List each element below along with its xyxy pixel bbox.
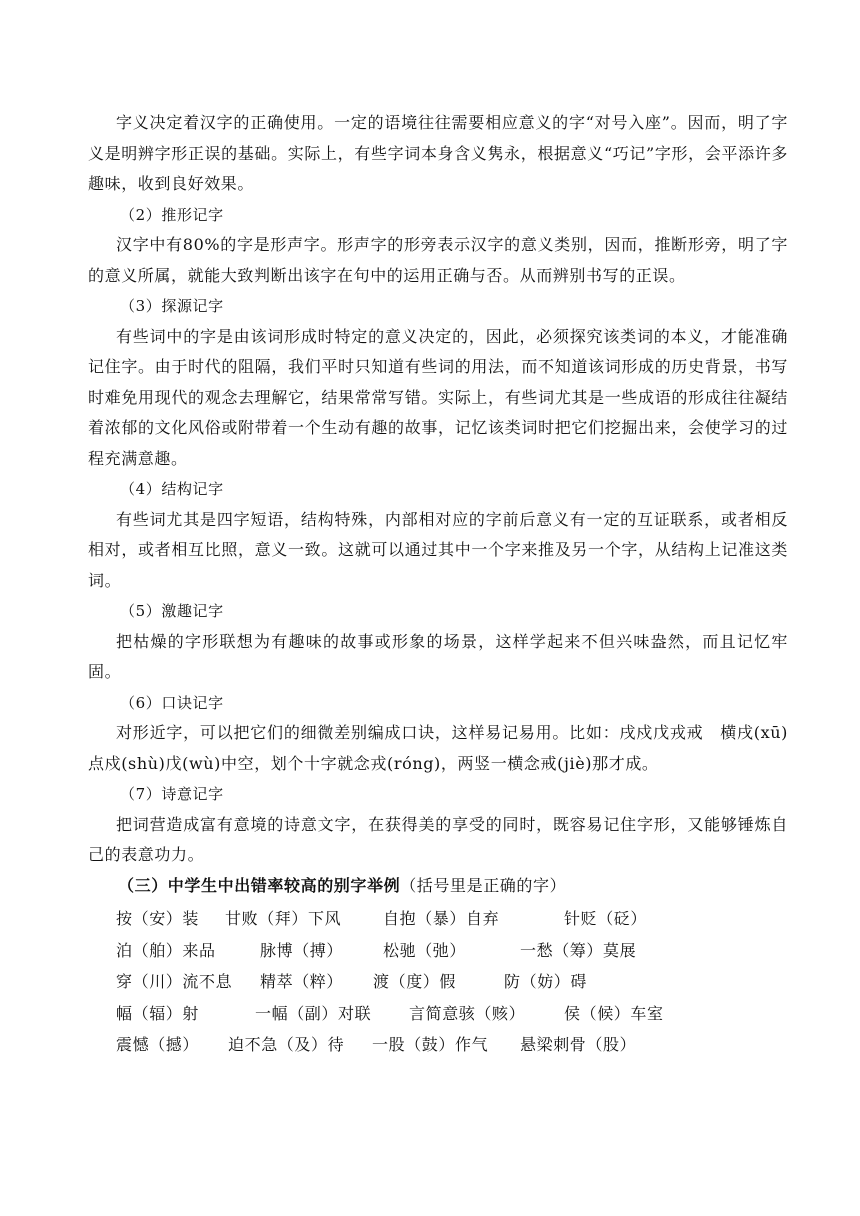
- paragraph-meaning-memory: 字义决定着汉字的正确使用。一定的语境往往需要相应意义的字“对号入座”。因而，明了字义是明辨字形正误的基础。实际上，有些字词本身含义隽永，根据意义“巧记”字形，会平添许多趣味，收到良好效果。: [88, 113, 788, 193]
- word-item: 自抱（暴）自弃: [383, 909, 500, 928]
- paragraph-interest-memory: 把枯燥的字形联想为有趣味的故事或形象的场景，这样学起来不但兴味盎然，而且记忆牢固。: [88, 631, 788, 681]
- word-item: 一幅（副）对联: [255, 1003, 372, 1023]
- paragraph-rhyme-memory: 对形近字，可以把它们的细微差别编成口诀，这样易记易用。比如：戌戍戊戎戒 横戌(xū)点戍(shù)戊(wù)中空，划个十字就念戎(róng)，两竖一横念戒(jiè)那才成。: [88, 723, 788, 773]
- heading-shape-inference: （2）推形记字: [120, 205, 224, 224]
- word-item: 悬梁刺骨（股）: [520, 1035, 637, 1054]
- word-row: [88, 903, 788, 935]
- paragraph-structure-memory: 有些词尤其是四字短语，结构特殊，内部相对应的字前后意义有一定的互证联系，或者相反相对，或者相互比照，意义一致。这就可以通过其中一个字来推及另一个字，从结构上记准这类词。: [88, 509, 788, 590]
- word-list: [88, 903, 788, 1061]
- heading-structure-memory: （4）结构记字: [120, 480, 224, 498]
- word-item: 泊（舶）来品: [116, 940, 216, 960]
- word-item: 震憾（撼）: [116, 1035, 200, 1054]
- word-item: 一愁（筹）莫展: [520, 940, 637, 960]
- word-item: 脉博（搏）: [260, 940, 344, 960]
- section-title: （三）中学生中出错率较高的别字举例: [118, 875, 401, 895]
- word-item: 松驰（弛）: [383, 940, 467, 960]
- heading-poetic-memory: （7）诗意记字: [120, 785, 224, 803]
- section-heading: [88, 871, 788, 902]
- word-row: [88, 935, 788, 967]
- word-item: 精萃（粹）: [260, 972, 344, 991]
- document-page: [88, 108, 788, 1061]
- word-item: 言简意骇（赅）: [409, 1003, 526, 1023]
- word-item: 一股（鼓）作气: [372, 1035, 489, 1054]
- word-item: 针贬（砭）: [564, 909, 648, 928]
- word-item: 甘败（拜）下风: [225, 909, 342, 928]
- word-item: 渡（度）假: [373, 972, 457, 991]
- word-row: [88, 966, 788, 998]
- paragraph-origin-memory: 有些词中的字是由该词形成时特定的意义决定的，因此，必须探究该类词的本义，才能准确记住字。由于时代的阻隔，我们平时只知道有些词的用法，而不知道该词形成的历史背景，书写时难免用现代的观念去理解它，结果常常写错。实际上，有些词尤其是一些成语的形成往往凝结着浓郁的文化风俗或附带着一个生动有趣的故事，记忆该类词时把它们挖掘出来，会使学习的过程充满意趣。: [88, 326, 788, 468]
- section-note: （括号里是正确的字）: [400, 875, 567, 895]
- word-item: 侯（候）车室: [564, 1003, 664, 1023]
- word-row: [88, 998, 788, 1030]
- word-item: 防（妨）碍: [504, 972, 588, 991]
- heading-interest-memory: （5）激趣记字: [120, 602, 224, 620]
- heading-rhyme-memory: （6）口诀记字: [120, 693, 224, 712]
- word-row: [88, 1029, 788, 1061]
- word-item: 迫不急（及）待: [228, 1035, 345, 1054]
- paragraph-poetic-memory: 把词营造成富有意境的诗意文字，在获得美的享受的同时，既容易记住字形，又能够锤炼自己的表意功力。: [88, 814, 788, 864]
- heading-origin-memory: （3）探源记字: [120, 297, 224, 315]
- word-item: 穿（川）流不息: [116, 972, 233, 991]
- word-item: 按（安）装: [116, 909, 200, 928]
- word-item: 幅（辐）射: [116, 1003, 200, 1023]
- paragraph-shape-inference: 汉字中有80%的字是形声字。形声字的形旁表示汉字的意义类别，因而，推断形旁，明了字的意义所属，就能大致判断出该字在句中的运用正确与否。从而辨别书写的正误。: [88, 235, 788, 285]
